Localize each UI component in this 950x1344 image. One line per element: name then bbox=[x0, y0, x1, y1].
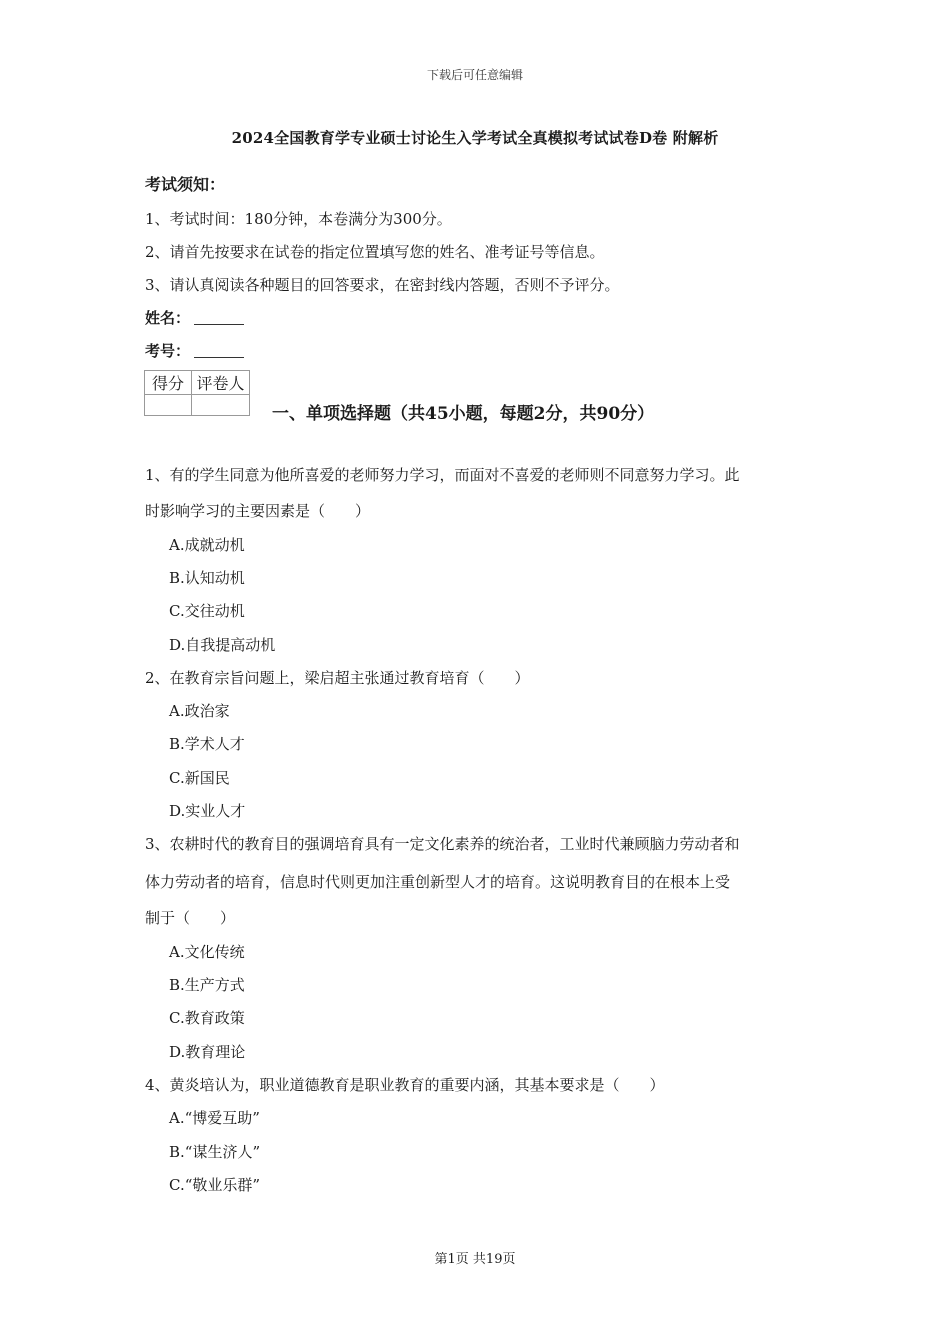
notice-item: 3、请认真阅读各种题目的回答要求，在密封线内答题，否则不予评分。 bbox=[145, 276, 620, 294]
answer-option[interactable]: B.生产方式 bbox=[169, 976, 245, 994]
answer-option[interactable]: A.成就动机 bbox=[169, 536, 245, 554]
exam-id-field bbox=[145, 340, 244, 361]
name-label: 姓名： bbox=[145, 309, 191, 327]
grader-header: 评卷人 bbox=[192, 371, 250, 395]
answer-option[interactable]: B.认知动机 bbox=[169, 569, 245, 587]
answer-option[interactable]: D.实业人才 bbox=[169, 802, 246, 820]
answer-option[interactable]: D.教育理论 bbox=[169, 1043, 246, 1061]
document-title: 2024全国教育学专业硕士讨论生入学考试全真模拟考试试卷D卷 附解析 bbox=[231, 129, 719, 147]
question-text: 2、在教育宗旨问题上，梁启超主张通过教育培育（ ） bbox=[145, 669, 530, 687]
question-text: 制于（ ） bbox=[145, 909, 236, 927]
score-table bbox=[144, 370, 250, 416]
answer-option[interactable]: A.文化传统 bbox=[169, 943, 245, 961]
question-text: 时影响学习的主要因素是（ ） bbox=[145, 502, 371, 520]
exam-id-blank[interactable] bbox=[194, 343, 244, 358]
question-text: 1、有的学生同意为他所喜爱的老师努力学习，而面对不喜爱的老师则不同意努力学习。此 bbox=[145, 466, 740, 484]
notice-item: 2、请首先按要求在试卷的指定位置填写您的姓名、准考证号等信息。 bbox=[145, 243, 605, 261]
notice-item: 1、考试时间：180分钟，本卷满分为300分。 bbox=[145, 210, 452, 228]
answer-option[interactable]: C.“敬业乐群” bbox=[169, 1176, 261, 1194]
answer-option[interactable]: C.交往动机 bbox=[169, 602, 245, 620]
score-cell[interactable] bbox=[145, 395, 192, 416]
answer-option[interactable]: C.新国民 bbox=[169, 769, 230, 787]
question-text: 体力劳动者的培育，信息时代则更加注重创新型人才的培育。这说明教育目的在根本上受 bbox=[145, 873, 731, 891]
score-header: 得分 bbox=[145, 371, 192, 395]
answer-option[interactable]: D.自我提高动机 bbox=[169, 636, 276, 654]
answer-option[interactable]: B.“谋生济人” bbox=[169, 1143, 261, 1161]
answer-option[interactable]: A.“博爱互助” bbox=[169, 1109, 260, 1127]
page-header-note: 下载后可任意编辑 bbox=[426, 68, 523, 82]
answer-option[interactable]: B.学术人才 bbox=[169, 735, 245, 753]
answer-option[interactable]: C.教育政策 bbox=[169, 1009, 245, 1027]
exam-id-label: 考号： bbox=[145, 342, 191, 360]
name-blank[interactable] bbox=[194, 310, 244, 325]
page-number: 第1页 共19页 bbox=[434, 1252, 516, 1267]
grader-cell[interactable] bbox=[192, 395, 250, 416]
notice-heading: 考试须知： bbox=[145, 175, 226, 194]
section-title: 一、单项选择题（共45小题，每题2分，共90分） bbox=[272, 404, 655, 424]
answer-option[interactable]: A.政治家 bbox=[169, 702, 230, 720]
question-text: 3、农耕时代的教育目的强调培育具有一定文化素养的统治者，工业时代兼顾脑力劳动者和 bbox=[145, 835, 740, 853]
question-text: 4、黄炎培认为，职业道德教育是职业教育的重要内涵，其基本要求是（ ） bbox=[145, 1076, 665, 1094]
name-field bbox=[145, 307, 244, 328]
